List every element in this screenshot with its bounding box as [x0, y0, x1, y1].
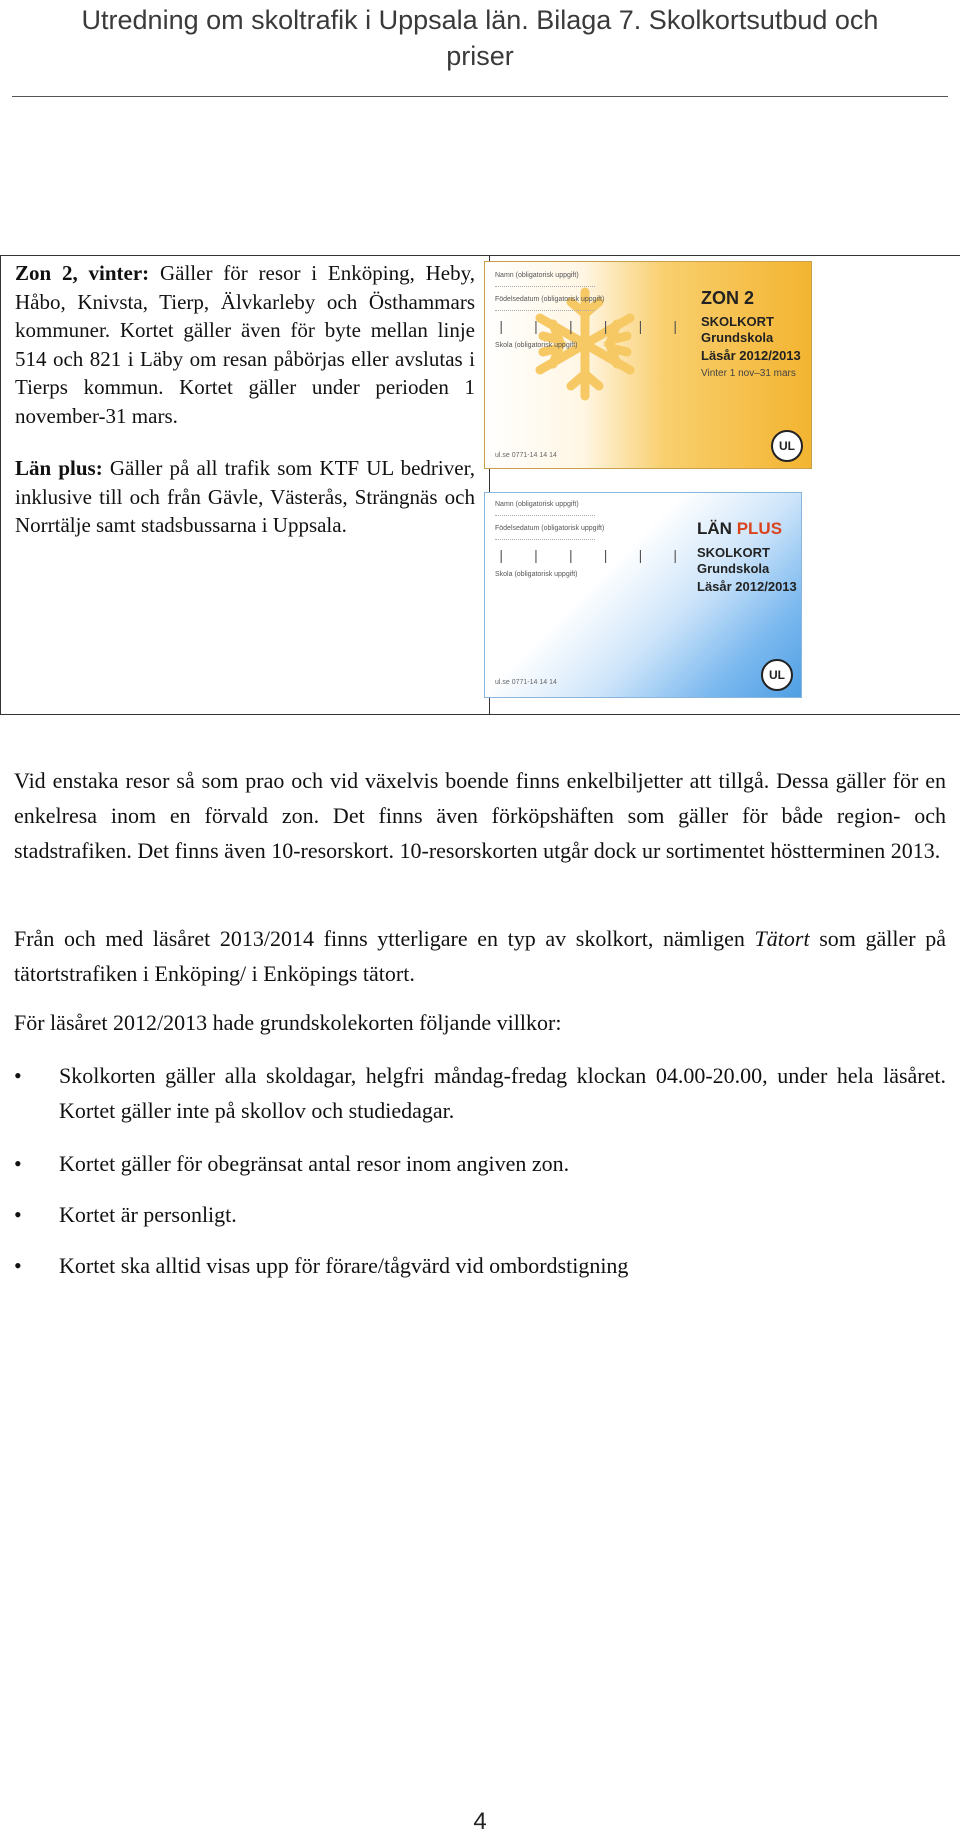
bullet-symbol: • — [14, 1253, 22, 1278]
bullet-item — [14, 1197, 946, 1232]
card1-zone-label: ZON 2 — [701, 288, 755, 308]
lanplus-label: Län plus: — [15, 456, 103, 480]
zon2-label: Zon 2, vinter: — [15, 261, 150, 285]
page-header — [0, 0, 960, 74]
zon2-text: Gäller för resor i Enköping, Heby, Håbo, Knivsta, Tierp, Älvkarleby och Östhammars kommuner. Kortet gäller även för byte mellan linje 514 och 821 i Läby om resan påbörjas eller avslutas i Tierps kommun. Kortet gäller under perioden 1 november-31 mars. — [15, 261, 475, 428]
ul-logo-icon: UL — [771, 430, 803, 462]
zon2-paragraph — [15, 259, 475, 430]
zon2-card-image — [484, 261, 812, 469]
bullet-text: Kortet gäller för obegränsat antal resor inom angiven zon. — [59, 1151, 570, 1176]
card1-birth-field-line — [495, 310, 595, 311]
header-title-line1: Utredning om skoltrafik i Uppsala län. Bilaga 7. Skolkortsutbud och — [81, 5, 879, 35]
card2-level-label: Grundskola — [697, 561, 770, 576]
body-paragraph-3-text: För läsåret 2012/2013 hade grundskolekorten följande villkor: — [14, 1010, 562, 1035]
card2-id-ticks: | | | | | | — [497, 549, 689, 565]
bullet-symbol: • — [14, 1202, 22, 1227]
card2-name-field-label: Namn (obligatorisk uppgift) — [495, 501, 579, 508]
card2-birth-field-line — [495, 539, 595, 540]
bullet-item — [14, 1058, 946, 1128]
card2-birth-field-label: Födelsedatum (obligatorisk uppgift) — [495, 525, 605, 532]
card2-phone: ul.se 0771-14 14 14 — [495, 679, 557, 686]
card1-name-field-label: Namn (obligatorisk uppgift) — [495, 272, 579, 279]
bullet-item — [14, 1146, 946, 1181]
lanplus-card-image — [484, 492, 802, 698]
card1-name-field-line — [495, 286, 595, 287]
card1-school-field-label: Skola (obligatorisk uppgift) — [495, 342, 578, 349]
body-paragraph-2-text-b: som gäller på tätortstrafiken i Enköping/ i Enköpings tätort. — [14, 926, 946, 986]
card2-school-field-label: Skola (obligatorisk uppgift) — [495, 571, 578, 578]
header-title-line2: priser — [446, 41, 514, 71]
bullet-text: Kortet ska alltid visas upp för förare/tågvärd vid ombordstigning — [59, 1253, 629, 1278]
body-paragraph-2-text-a: Från och med läsåret 2013/2014 finns ytterligare en typ av skolkort, nämligen — [14, 926, 755, 951]
page-number: 4 — [473, 1808, 487, 1835]
body-paragraph-2 — [14, 921, 946, 991]
card1-season-label: Vinter — [701, 368, 727, 379]
bullet-symbol: • — [14, 1151, 22, 1176]
card-table — [0, 255, 960, 715]
card2-name-field-line — [495, 515, 595, 516]
body-paragraph-1 — [14, 763, 946, 868]
card1-type-label: SKOLKORT — [701, 314, 774, 329]
card1-level-label: Grundskola — [701, 330, 774, 345]
bullet-text: Skolkorten gäller alla skoldagar, helgfri måndag-fredag klockan 04.00-20.00, under hela läsåret. Kortet gäller inte på skollov och studiedagar. — [59, 1063, 946, 1123]
card1-year-label: Läsår 2012/2013 — [701, 348, 801, 363]
card1-id-ticks: | | | | | | — [497, 320, 689, 336]
card-description-cell — [1, 256, 490, 715]
card2-type-label: SKOLKORT — [697, 545, 770, 560]
ul-logo-icon: UL — [761, 659, 793, 691]
header-rule — [12, 96, 948, 97]
card2-year-label: Läsår 2012/2013 — [697, 579, 797, 594]
body-paragraph-1-text: Vid enstaka resor så som prao och vid växelvis boende finns enkelbiljetter att tillgå. Dessa gäller för en enkelresa inom en förvald zon. Det finns även förköpshäften som gäller för både region- och stadstrafiken. Det finns även 10-resorskort. 10-resorskorten utgår dock ur sortimentet höstterminen 2013. — [14, 768, 946, 863]
card1-period-label: 1 nov–31 mars — [729, 368, 796, 379]
lanplus-paragraph — [15, 454, 475, 540]
bullet-text: Kortet är personligt. — [59, 1202, 237, 1227]
lanplus-text: Gäller på all trafik som KTF UL bedriver, inklusive till och från Gävle, Västerås, Strängnäs och Norrtälje samt stadsbussarna i Uppsala. — [15, 456, 475, 537]
body-paragraph-3 — [14, 1005, 946, 1040]
bullet-symbol: • — [14, 1063, 22, 1088]
tatort-term: Tätort — [754, 926, 810, 951]
card1-birth-field-label: Födelsedatum (obligatorisk uppgift) — [495, 296, 605, 303]
bullet-item — [14, 1248, 946, 1283]
card2-plus-label: PLUS — [736, 519, 783, 538]
card2-zone-label: LÄN — [697, 519, 732, 538]
card1-phone: ul.se 0771-14 14 14 — [495, 452, 557, 459]
